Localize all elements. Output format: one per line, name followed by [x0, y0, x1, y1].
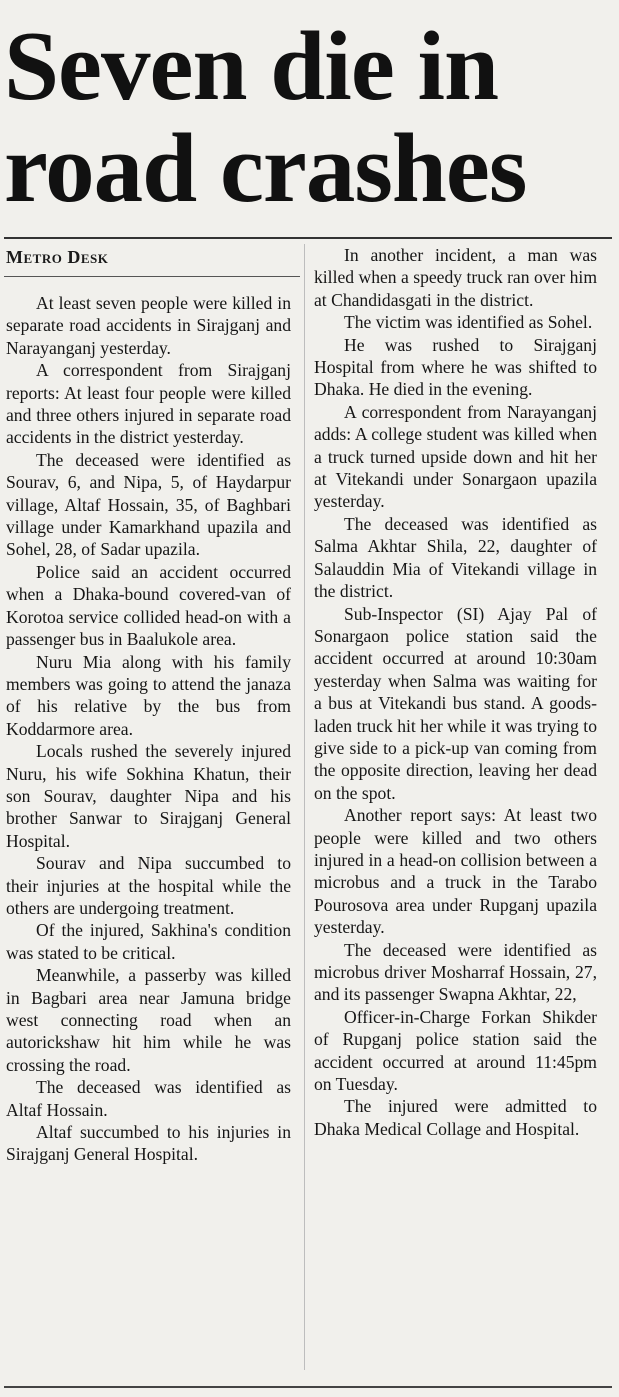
- paragraph: The victim was identified as Sohel.: [344, 312, 593, 333]
- article-column-left: [6, 292, 291, 1166]
- byline-rule: [4, 276, 300, 277]
- paragraph: A correspondent from Sirajganj reports: At least four people were killed and three others injured in separate road accidents in the district yesterday.: [6, 360, 291, 448]
- article-column-right: [314, 244, 597, 1140]
- paragraph: Officer-in-Charge Forkan Shikder of Rupganj police station said the accident occurred at around 11:45pm on Tuesday.: [314, 1006, 597, 1095]
- paragraph: The deceased was identified as Altaf Hossain.: [6, 1077, 291, 1120]
- paragraph: The deceased were identified as microbus driver Mosharraf Hossain, 27, and its passenger Swapna Akhtar, 22,: [314, 939, 597, 1005]
- paragraph: Of the injured, Sakhina's condition was stated to be critical.: [6, 920, 291, 963]
- paragraph: Sourav and Nipa succumbed to their injuries at the hospital while the others are undergoing treatment.: [6, 853, 291, 918]
- paragraph: Meanwhile, a passerby was killed in Bagbari area near Jamuna bridge west connecting road when an autorickshaw hit him while he was crossing the road.: [6, 965, 291, 1075]
- paragraph: Another report says: At least two people were killed and two others injured in a head-on collision between a microbus and a truck in the Tarabo Pourosova area under Rupganj upazila yesterday.: [314, 805, 597, 938]
- paragraph: Altaf succumbed to his injuries in Sirajganj General Hospital.: [6, 1122, 291, 1165]
- paragraph: The injured were admitted to Dhaka Medical Collage and Hospital.: [314, 1096, 597, 1139]
- paragraph: Locals rushed the severely injured Nuru, his wife Sokhina Khatun, their son Sourav, daughter Nipa and his brother Sanwar to Sirajganj General Hospital.: [6, 741, 291, 851]
- paragraph: The deceased was identified as Salma Akhtar Shila, 22, daughter of Salauddin Mia of Vitekandi village in the district.: [314, 513, 597, 602]
- paragraph: Sub-Inspector (SI) Ajay Pal of Sonargaon police station said the accident occurred at around 10:30am yesterday when Salma was waiting for a bus at Vitekandi bus stand. A goods-laden truck hit her while it was trying to give side to a pick-up van coming from the opposite direction, leaving her dead on the spot.: [314, 603, 597, 803]
- paragraph: The deceased were identified as Sourav, 6, and Nipa, 5, of Haydarpur village, Altaf Hossain, 35, of Baghbari village under Kamarkhand upazila and Sohel, 28, of Sadar upazila.: [6, 449, 291, 560]
- headline-rule: [4, 237, 612, 239]
- column-divider: [304, 244, 305, 1370]
- headline-line-1: Seven die in: [4, 12, 499, 121]
- paragraph: Police said an accident occurred when a Dhaka-bound covered-van of Korotoa service collided head-on with a passenger bus in Baalukole area.: [6, 561, 291, 650]
- paragraph: Nuru Mia along with his family members was going to attend the janaza of his relative by the bus from Koddarmore area.: [6, 651, 291, 739]
- headline: [4, 12, 616, 223]
- bottom-rule: [4, 1386, 612, 1388]
- headline-line-2: road crashes: [4, 114, 527, 223]
- paragraph: At least seven people were killed in separate road accidents in Sirajganj and Narayanganj yesterday.: [6, 293, 291, 358]
- paragraph: In another incident, a man was killed when a speedy truck ran over him at Chandidasgati in the district.: [314, 245, 597, 310]
- paragraph: He was rushed to Sirajganj Hospital from where he was shifted to Dhaka. He died in the evening.: [314, 334, 597, 400]
- byline: Metro Desk: [6, 247, 109, 267]
- paragraph: A correspondent from Narayanganj adds: A college student was killed when a truck turned upside down and hit her at Vitekandi under Sonargaon upazila yesterday.: [314, 401, 597, 512]
